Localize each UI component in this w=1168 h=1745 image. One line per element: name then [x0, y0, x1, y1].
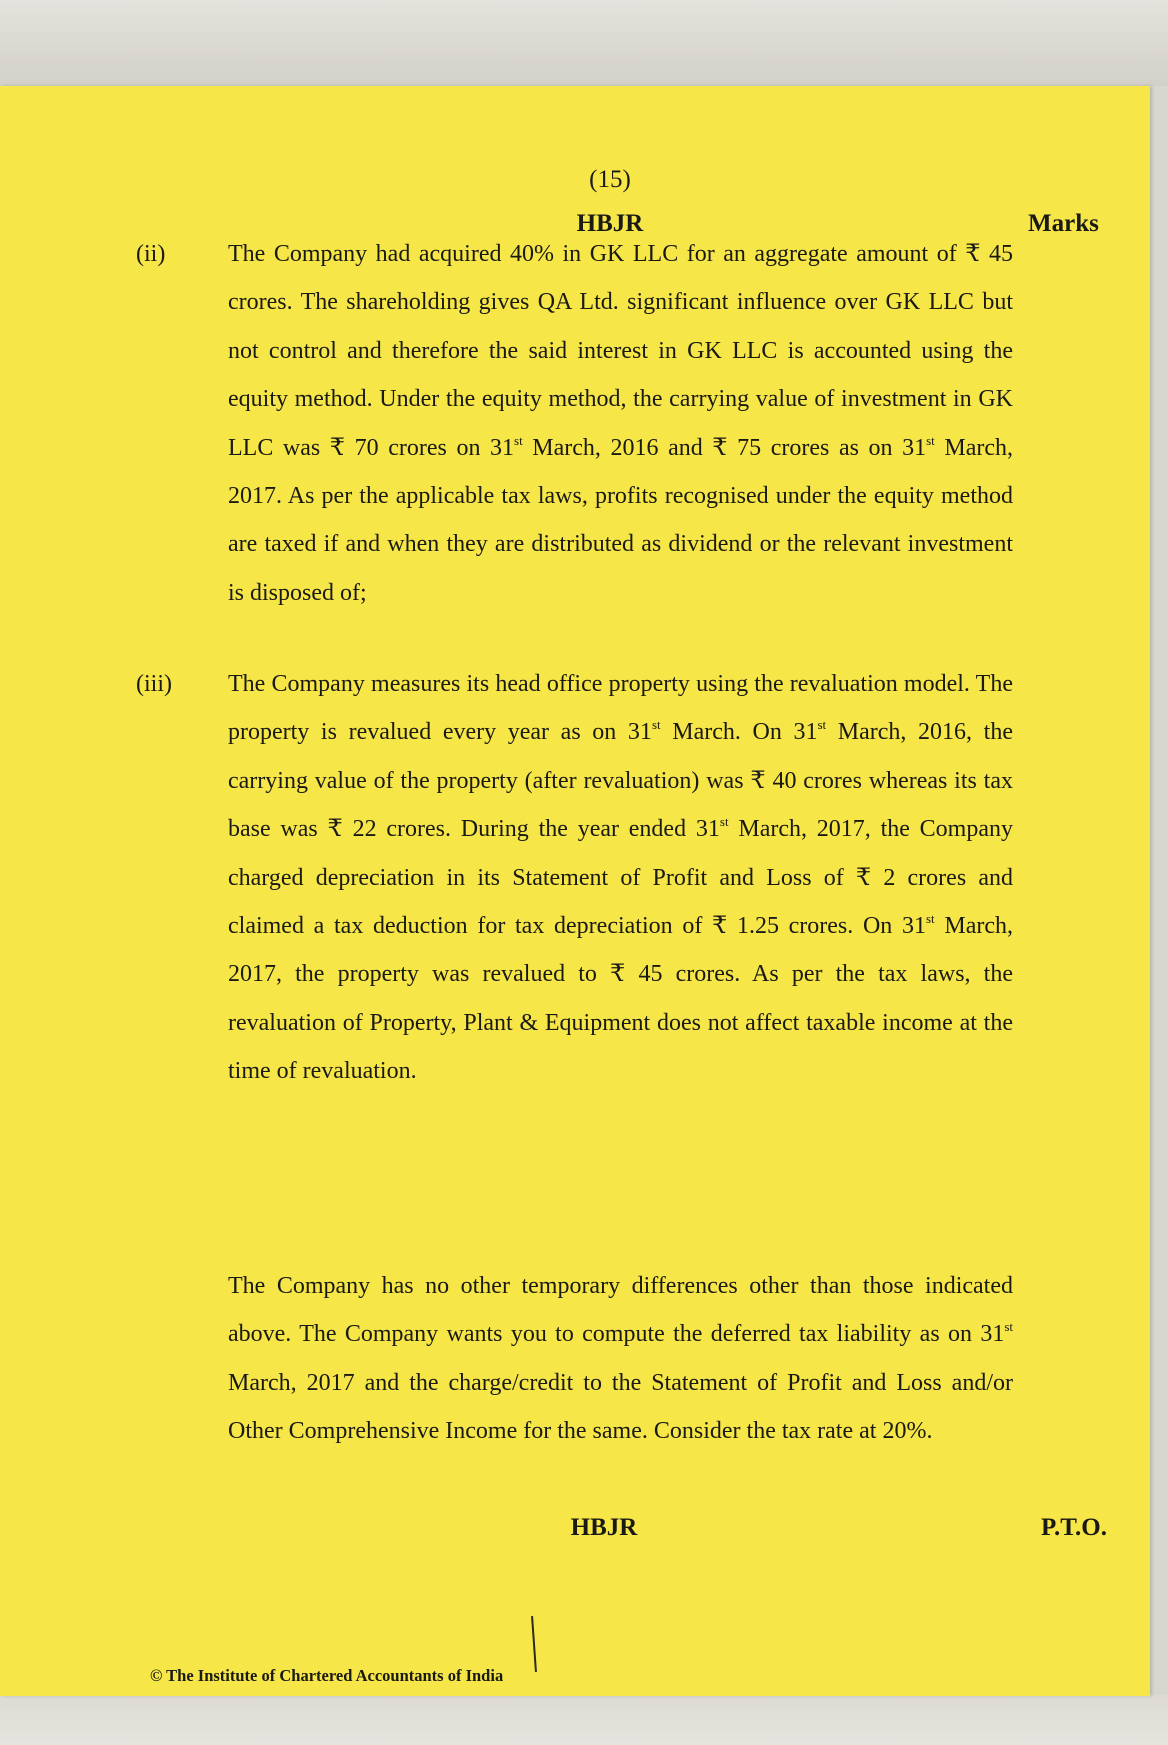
- question-item-iii: [136, 660, 1014, 1096]
- copyright-notice: © The Institute of Chartered Accountants of India: [150, 1666, 504, 1685]
- page-number: (15): [589, 166, 631, 193]
- pen-mark: [531, 1616, 537, 1672]
- header-code: HBJR: [576, 210, 644, 237]
- closing-paragraph: The Company has no other temporary differences other than those indicated above. The Company wants you to compute the deferred tax liability as on 31st March, 2017 and the charge/credit to the Statement of Profit and Loss and/or Other Comprehensive Income for the same. Consider the tax rate at 20%.: [228, 1273, 1013, 1445]
- scan-bottom-margin: [0, 1695, 1168, 1745]
- question-paper-page: [0, 86, 1150, 1696]
- marks-label: Marks: [1028, 210, 1099, 237]
- footer-code: HBJR: [570, 1514, 638, 1541]
- item-text: The Company measures its head office property using the revaluation model. The property is revalued every year as on 31st March. On 31st March, 2016, the carrying value of the property (after revaluation) was ₹ 40 crores whereas its tax base was ₹ 22 crores. During the year ended 31st March, 2017, the Company charged depreciation in its Statement of Profit and Loss of ₹ 2 crores and claimed a tax deduction for tax depreciation of ₹ 1.25 crores. On 31st March, 2017, the property was revalued to ₹ 45 crores. As per the tax laws, the revaluation of Property, Plant & Equipment does not affect taxable income at the time of revaluation.: [228, 671, 1014, 1085]
- scan-top-margin: [0, 0, 1168, 86]
- item-text: The Company had acquired 40% in GK LLC for an aggregate amount of ₹ 45 crores. The shareholding gives QA Ltd. significant influence over GK LLC but not control and therefore the said interest in GK LLC is accounted using the equity method. Under the equity method, the carrying value of investment in GK LLC was ₹ 70 crores on 31st March, 2016 and ₹ 75 crores as on 31st March, 2017. As per the applicable tax laws, profits recognised under the equity method are taxed if and when they are distributed as dividend or the relevant investment is disposed of;: [228, 241, 1013, 606]
- item-number: (ii): [136, 241, 166, 267]
- item-number: (iii): [136, 671, 172, 697]
- pto-label: P.T.O.: [1041, 1514, 1107, 1541]
- question-item-ii: [136, 230, 1013, 617]
